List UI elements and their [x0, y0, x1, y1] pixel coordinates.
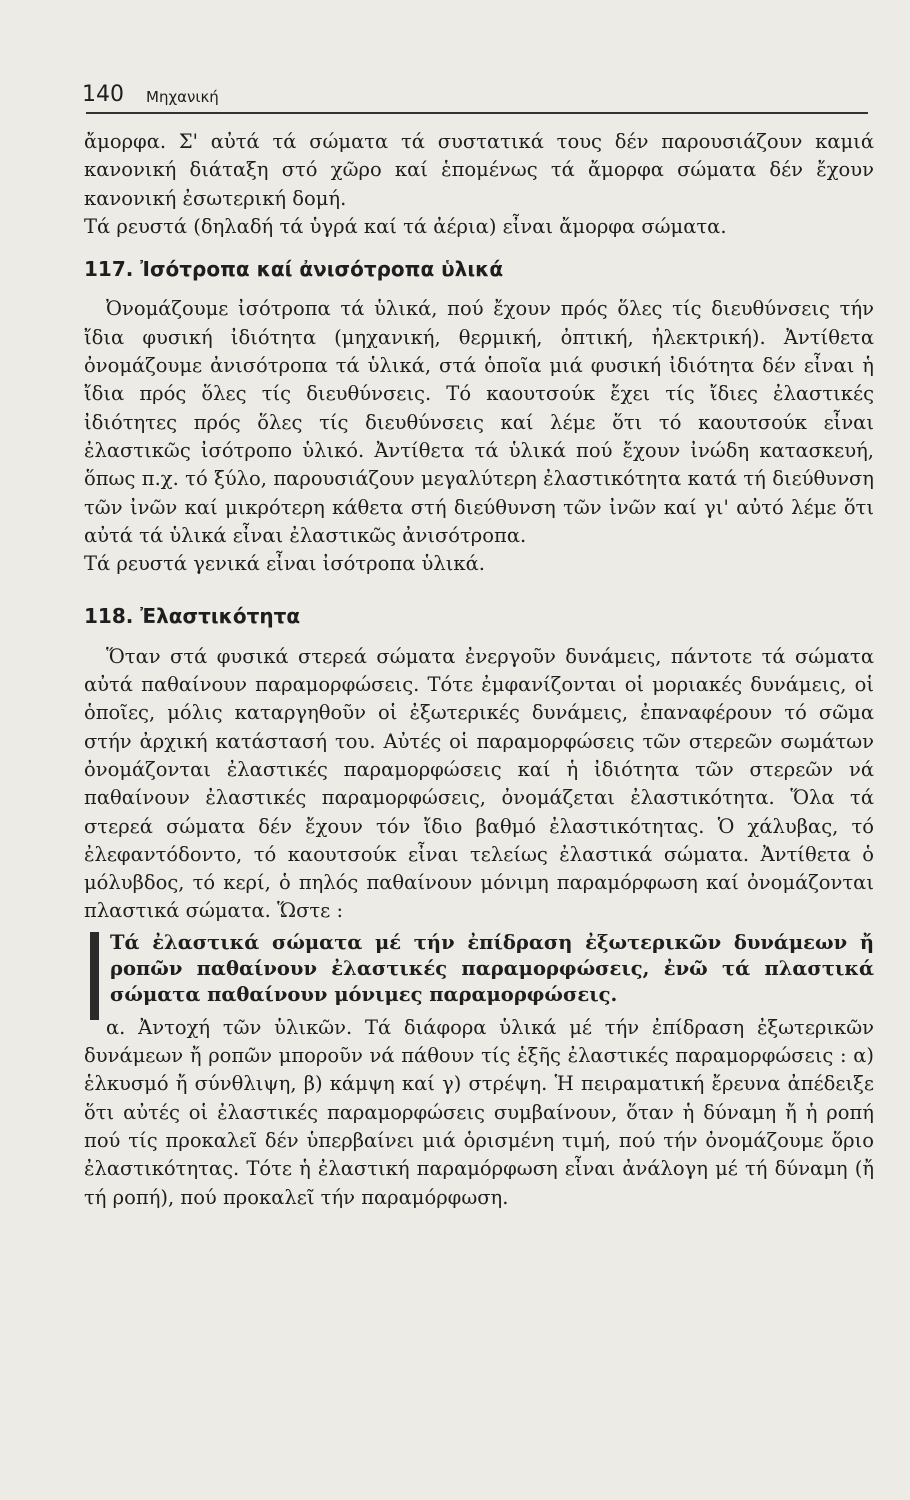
page-body [84, 128, 874, 1212]
section-117-conclusion: Τά ρευστά γενικά εἶναι ἰσότροπα ὑλικά. [84, 552, 485, 576]
emphasis-bar [90, 932, 99, 1020]
material-strength-paragraph: α. Ἀντοχή τῶν ὑλικῶν. Τά διάφορα ὑλικά μέ τήν ἐπίδραση ἐξωτερικῶν δυνάμεων ἤ ροπῶν μποροῦν νά πάθουν τίς ἑξῆς ἐλαστικές παραμορφώσεις : α) ἑλκυσμό ἤ σύνθλιψη, β) κάμψη καί γ) στρέψη. Ἡ πειραματική ἔρευνα ἀπέδειξε ὅτι αὐτές οἱ ἐλαστικές παραμορφώσεις συμβαίνουν, ὅταν ἡ δύναμη ἤ ἡ ροπή πού τίς προκαλεῖ δέν ὑπερβαίνει μιά ὁρισμένη τιμή, πού τήν ὀνομάζουμε ὅριο ἐλαστικότητας. Τότε ἡ ἐλαστική παραμόρφωση εἶναι ἀνάλογη μέ τή δύναμη (ἤ τή ροπή), πού προκαλεῖ τήν παραμόρφωση. [84, 1015, 874, 1209]
running-title: Μηχανική [146, 88, 219, 106]
section-118-heading: 118. Ἐλαστικότητα [84, 604, 301, 629]
paragraph-continuation: ἄμορφα. Σ' αὐτά τά σώματα τά συστατικά τους δέν παρουσιάζουν καμιά κανονική διάταξη στό χῶρο καί ἑπομένως τά ἄμορφα σώματα δέν ἔχουν κανονική ἐσωτερική δομή. [84, 130, 874, 210]
key-statement-box [84, 930, 874, 1008]
paragraph-fluids-amorphous: Τά ρευστά (δηλαδή τά ὑγρά καί τά ἀέρια) εἶναι ἄμορφα σώματα. [84, 214, 727, 238]
header-rule [86, 112, 868, 114]
section-117-heading: 117. Ἰσότροπα καί ἀνισότροπα ὑλικά [84, 257, 504, 282]
page-header [82, 78, 872, 114]
section-118-paragraph: Ὅταν στά φυσικά στερεά σώματα ἐνεργοῦν δυνάμεις, πάντοτε τά σώματα αὐτά παθαίνουν παραμορφώσεις. Τότε ἐμφανίζονται οἱ μοριακές δυνάμεις, οἱ ὁποῖες, μόλις καταργηθοῦν οἱ ἐξωτερικές δυνάμεις, ἐπαναφέρουν τό σῶμα στήν ἀρχική κατάστασή του. Αὐτές οἱ παραμορφώσεις τῶν στερεῶν σωμάτων ὀνομάζονται ἐλαστικές παραμορφώσεις καί ἡ ἰδιότητα τῶν στερεῶν νά παθαίνουν ἐλαστικές παραμορφώσεις, ὀνομάζεται ἐλαστικότητα. Ὅλα τά στερεά σώματα δέν ἔχουν τόν ἴδιο βαθμό ἐλαστικότητας. Ὁ χάλυβας, τό ἐλεφαντόδοντο, τό καουτσούκ εἶναι τελείως ἐλαστικά σώματα. Ἀντίθετα ὁ μόλυβδος, τό κερί, ὁ πηλός παθαίνουν μόνιμη παραμόρφωση καί ὀνομάζονται πλαστικά σώματα. Ὥστε : [84, 644, 874, 923]
section-117-paragraph: Ὀνομάζουμε ἰσότροπα τά ὑλικά, πού ἔχουν πρός ὅλες τίς διευθύνσεις τήν ἴδια φυσική ἰδιότητα (μηχανική, θερμική, ὀπτική, ἠλεκτρική). Ἀντίθετα ὀνομάζουμε ἀνισότροπα τά ὑλικά, στά ὁποῖα μιά φυσική ἰδιότητα δέν εἶναι ἡ ἴδια πρός ὅλες τίς διευθύνσεις. Τό καουτσούκ ἔχει τίς ἴδιες ἐλαστικές ἰδιότητες πρός ὅλες τίς διευθύνσεις καί λέμε ὅτι τό καουτσούκ εἶναι ἐλαστικῶς ἰσότροπο ὑλικό. Ἀντίθετα τά ὑλικά πού ἔχουν ἰνώδη κατασκευή, ὅπως π.χ. τό ξύλο, παρουσιάζουν μεγαλύτερη ἐλαστικότητα κατά τή διεύθυνση τῶν ἰνῶν καί μικρότερη κάθετα στή διεύθυνση τῶν ἰνῶν καί γι' αὐτό λέμε ὅτι αὐτά τά ὑλικά εἶναι ἐλαστικῶς ἀνισότροπα. [84, 297, 874, 547]
page-number: 140 [82, 82, 124, 107]
key-statement-text: Τά ἐλαστικά σώματα μέ τήν ἐπίδραση ἐξωτερικῶν δυνάμεων ἤ ροπῶν παθαίνουν ἐλαστικές παραμορφώσεις, ἐνῶ τά πλαστικά σώματα παθαίνουν μόνιμες παραμορφώσεις. [110, 930, 874, 1006]
